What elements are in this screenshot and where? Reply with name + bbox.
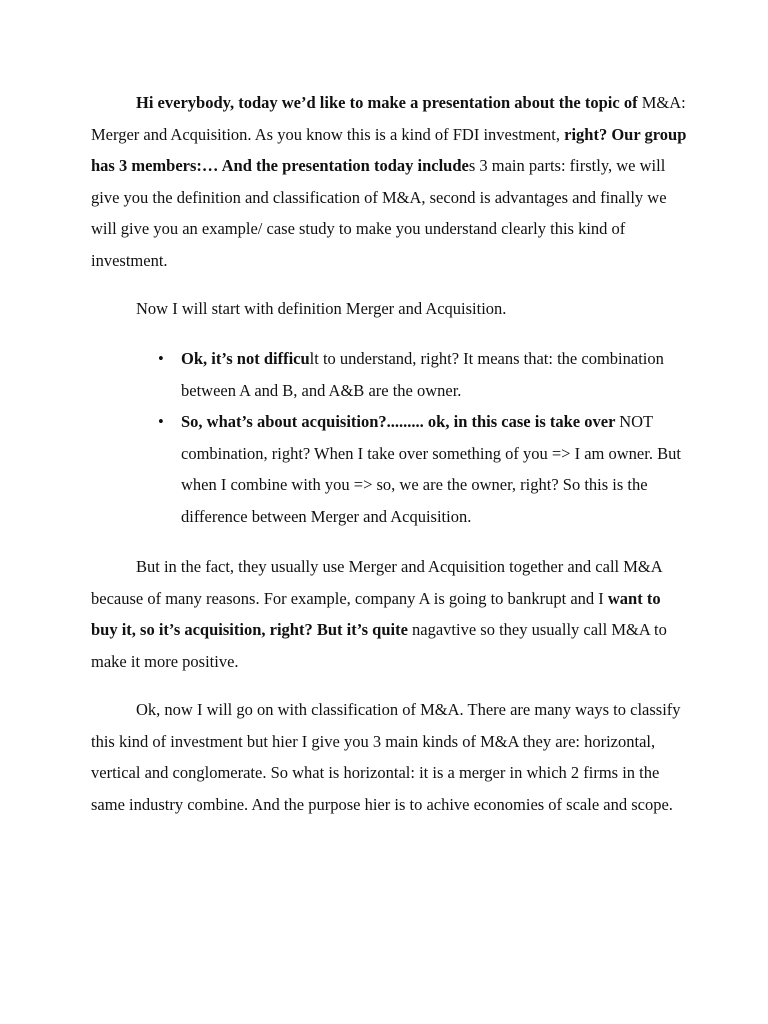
intro-paragraph	[91, 87, 691, 276]
list-item	[158, 343, 701, 406]
bullet-text: NOT combination, right? When I take over something of you => I am owner. But when I combine with you => so, we are the owner, right? So this is the difference between Merger and Acquisition.	[181, 412, 681, 526]
list-item	[158, 406, 701, 532]
bullet-marker: •	[158, 412, 164, 431]
definition-intro-paragraph: Now I will start with definition Merger and Acquisition.	[136, 299, 507, 318]
bullet-bold-text: Ok, it’s not difficu	[181, 349, 310, 368]
usage-text: But in the fact, they usually use Merger and Acquisition together and call M&A because of many reasons. For example, company A is going to bankrupt and I	[91, 557, 662, 608]
ma-usage-paragraph	[91, 551, 691, 677]
intro-bold-opening: Hi everybody, today we’d like to make a presentation about the topic of	[136, 93, 638, 112]
classification-paragraph: Ok, now I will go on with classification of M&A. There are many ways to classify this kind of investment but hier I give you 3 main kinds of M&A they are: horizontal, vertical and conglomerate. So what is horizontal: it is a merger in which 2 firms in the same industry combine. And the purpose hier is to achive economies of scale and scope.	[91, 700, 681, 814]
bullet-bold-text: So, what’s about acquisition?......... ok, in this case is take over	[181, 412, 620, 431]
bullet-marker: •	[158, 349, 164, 368]
intro-text: M&A: Merger and Acquisition. As you know this is a kind of FDI investment,	[91, 93, 686, 144]
definition-bullet-list	[158, 343, 701, 532]
intro-bold-members: right? Our group has 3 members:… And the presentation today include	[91, 124, 687, 175]
usage-text-end: nagavtive so they usually call M&A to make it more positive.	[91, 620, 667, 671]
intro-text-parts: s 3 main parts: firstly, we will give you the definition and classification of M&A, second is advantages and finally we will give you an example/ case study to make you understand clearly this kind of investment.	[91, 156, 667, 270]
bullet-text: lt to understand, right? It means that: the combination between A and B, and A&B are the owner.	[181, 349, 664, 400]
usage-bold-text: want to buy it, so it’s acquisition, right? But it’s quite	[91, 588, 661, 639]
